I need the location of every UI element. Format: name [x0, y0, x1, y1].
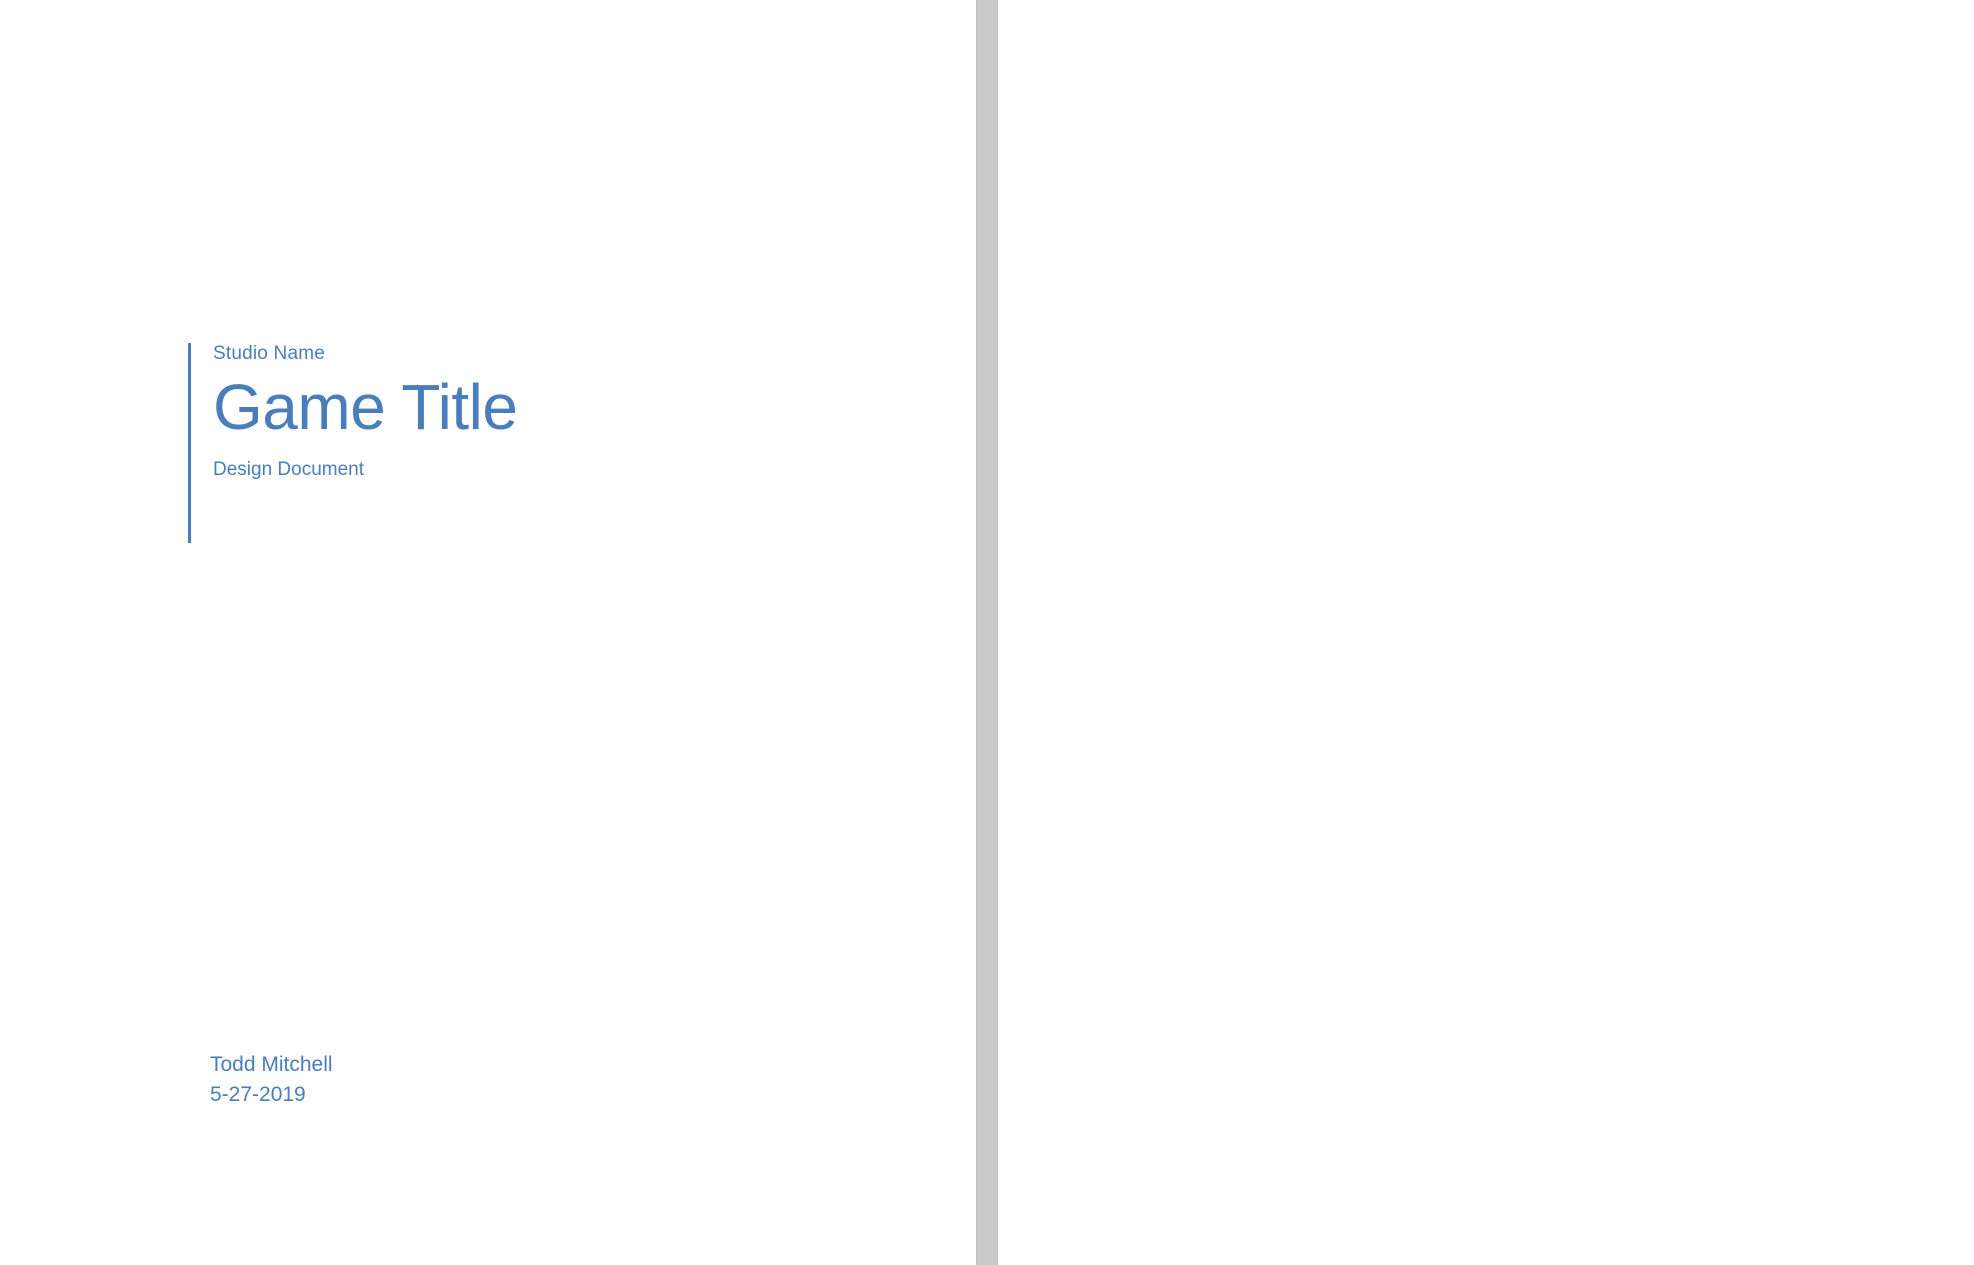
document-subtitle: Design Document — [213, 458, 365, 480]
game-title: Game Title — [213, 370, 518, 443]
studio-name: Studio Name — [213, 343, 326, 364]
author-block — [210, 1050, 333, 1110]
document-date: 5-27-2019 — [210, 1082, 306, 1106]
cover-title-block — [188, 343, 708, 543]
page-table-of-contents — [997, 0, 1974, 1265]
page-gutter — [977, 0, 997, 1265]
page-cover — [0, 0, 977, 1265]
author-name: Todd Mitchell — [210, 1053, 333, 1076]
